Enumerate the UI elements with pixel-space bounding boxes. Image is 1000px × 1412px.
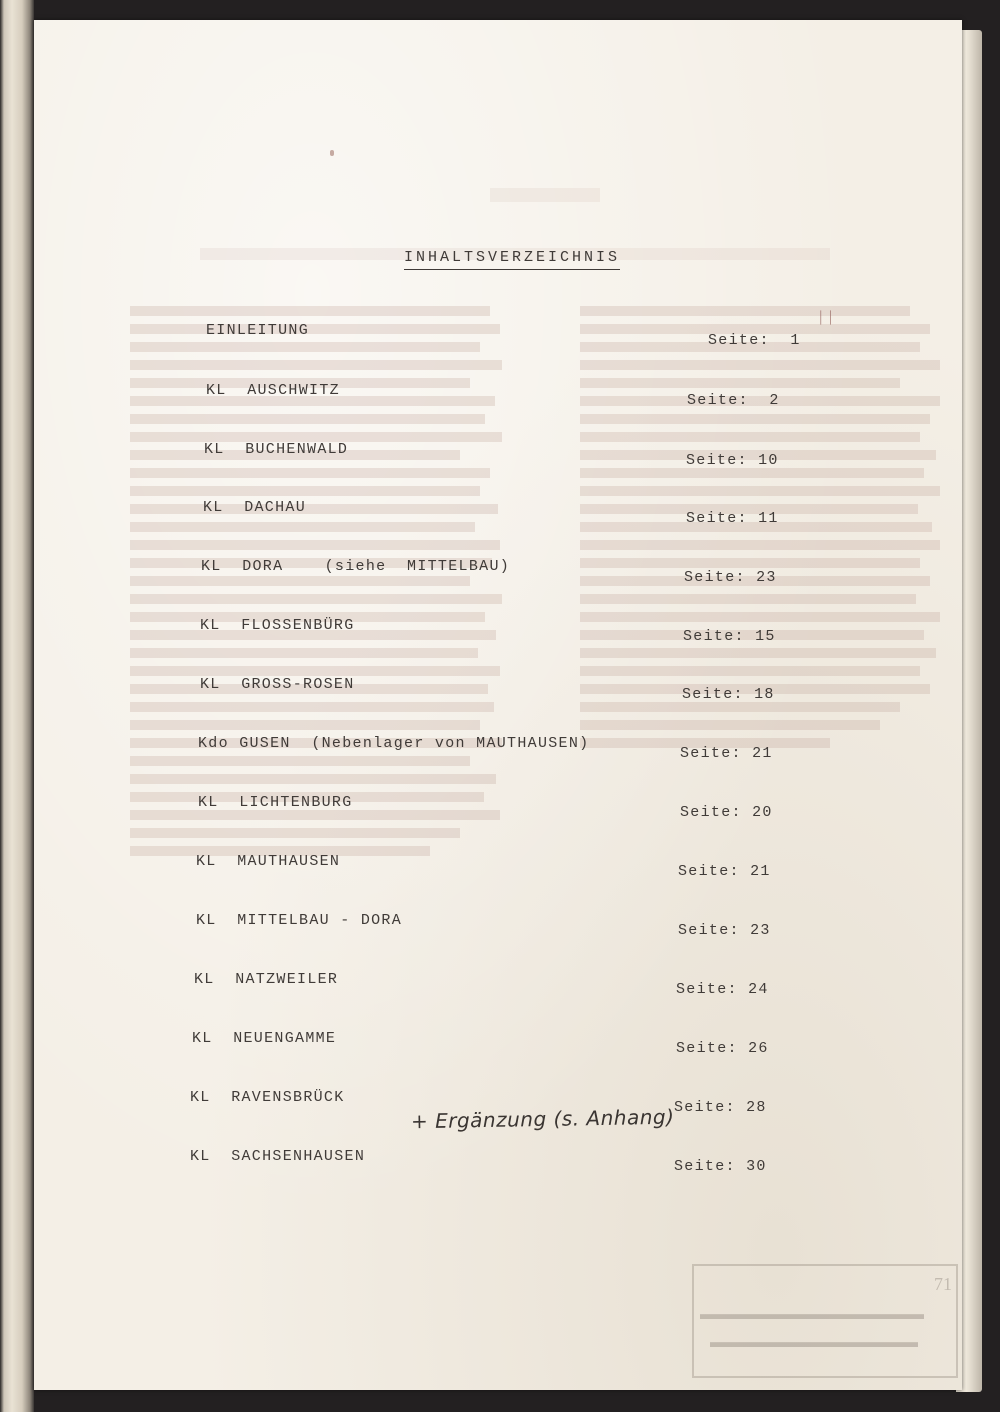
toc-entry-label: KL AUSCHWITZ [206, 382, 340, 399]
toc-entry-label: KL GROSS-ROSEN [200, 676, 355, 693]
archive-stamp: 71 ▬▬▬▬▬▬▬▬▬▬▬▬▬▬ ▬▬▬▬▬▬▬▬▬▬▬▬▬ [692, 1264, 958, 1378]
toc-entry-page: Seite: 2 [687, 392, 780, 409]
toc-entry-label: KL SACHSENHAUSEN [190, 1148, 366, 1165]
toc-entry-page: Seite: 11 [686, 510, 779, 527]
toc-entry-label: KL NATZWEILER [194, 971, 339, 988]
toc-entry-label: EINLEITUNG [206, 322, 310, 339]
toc-entry-label: KL DORA (siehe MITTELBAU) [201, 558, 511, 575]
toc-entry-label: KL BUCHENWALD [204, 441, 349, 458]
toc-entry-page: Seite: 26 [676, 1040, 769, 1057]
toc-entry-label: Kdo GUSEN (Nebenlager von MAUTHAUSEN) [198, 735, 590, 752]
toc-entry-label: KL FLOSSENBÜRG [200, 617, 355, 634]
toc-entry-label: KL MITTELBAU - DORA [196, 912, 403, 929]
toc-entry-page: Seite: 30 [674, 1158, 767, 1175]
handwritten-note: + Ergänzung (s. Anhang) [410, 1104, 675, 1134]
document-page [34, 20, 962, 1390]
toc-entry-label: KL NEUENGAMME [192, 1030, 337, 1047]
toc-entry-page: Seite: 18 [682, 686, 775, 703]
toc-entry-page: Seite: 15 [683, 628, 776, 645]
document-title: INHALTSVERZEICHNIS [404, 250, 620, 270]
toc-entry-page: Seite: 23 [684, 569, 777, 586]
toc-entry-label: KL DACHAU [203, 499, 307, 516]
toc-entry-page: Seite: 20 [680, 804, 773, 821]
toc-entry-page: Seite: 24 [676, 981, 769, 998]
ink-dot [330, 150, 334, 156]
toc-entry-page: Seite: 21 [678, 863, 771, 880]
toc-entry-label: KL RAVENSBRÜCK [190, 1089, 345, 1106]
toc-entry-page: Seite: 23 [678, 922, 771, 939]
toc-entry-label: KL MAUTHAUSEN [196, 853, 341, 870]
toc-entry-label: KL LICHTENBURG [198, 794, 353, 811]
pencil-mark-icon: ᛁᛁ [816, 308, 836, 327]
toc-entry-page: Seite: 10 [686, 452, 779, 469]
toc-entry-page: Seite: 28 [674, 1099, 767, 1116]
toc-entry-page: Seite: 1 [708, 332, 801, 349]
book-binding [0, 0, 34, 1412]
toc-entry-page: Seite: 21 [680, 745, 773, 762]
